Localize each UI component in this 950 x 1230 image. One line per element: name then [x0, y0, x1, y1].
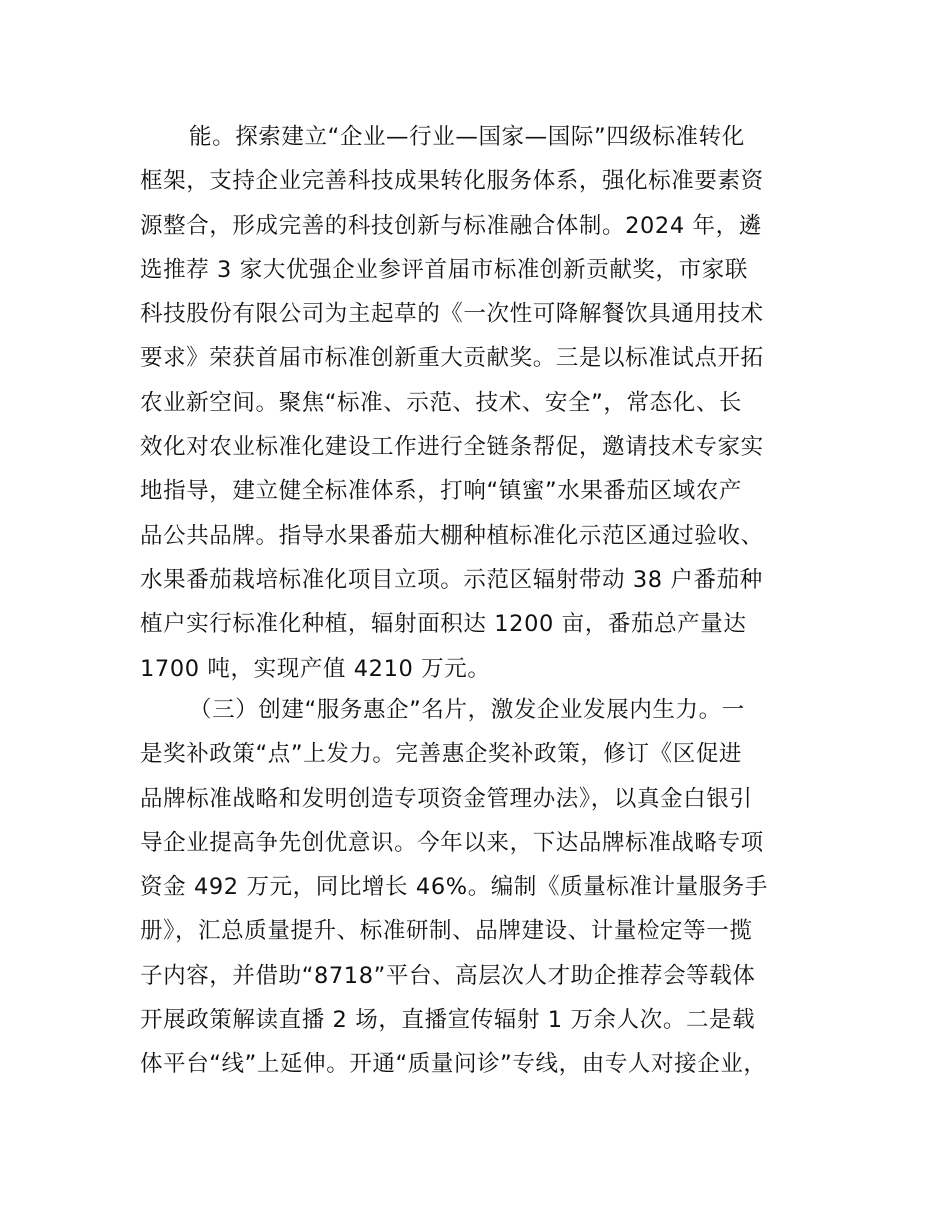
text-line: 开展政策解读直播 2 场，直播宣传辐射 1 万余人次。二是载: [140, 1007, 756, 1034]
text-line: 品牌标准战略和发明创造专项资金管理办法》，以真金白银引: [140, 785, 753, 812]
paragraph-service-enterprises: [140, 688, 820, 1087]
text-line: 要求》荣获首届市标准创新重大贡献奖。三是以标准试点开拓: [140, 345, 764, 372]
text-line: 体平台“线”上延伸。开通“质量问诊”专线，由专人对接企业，: [140, 1051, 767, 1078]
text-line: 效化对农业标准化建设工作进行全链条帮促，邀请技术专家实: [140, 434, 764, 461]
text-line: （三）创建“服务惠企”名片，激发企业发展内生力。一: [189, 697, 745, 723]
text-line: 子内容，并借助“8718”平台、高层次人才助企推荐会等载体: [140, 962, 756, 989]
text-line: 地指导，建立健全标准体系，打响“镇蜜”水果番茄区域农产: [140, 478, 743, 505]
text-line: 选推荐 3 家大优强企业参评首届市标准创新贡献奖，市家联: [140, 256, 748, 283]
text-line: 植户实行标准化种植，辐射面积达 1200 亩，番茄总产量达: [140, 611, 747, 638]
text-line: 册》，汇总质量提升、标准研制、品牌建设、计量检定等一揽: [140, 918, 753, 945]
text-line: 农业新空间。聚焦“标准、示范、技术、安全”，常态化、长: [140, 389, 743, 416]
text-line: 水果番茄栽培标准化项目立项。示范区辐射带动 38 户番茄种: [140, 566, 763, 593]
text-line: 源整合，形成完善的科技创新与标准融合体制。2024 年，遴: [140, 212, 762, 239]
text-line: 科技股份有限公司为主起草的《一次性可降解餐饮具通用技术: [140, 301, 764, 328]
text-line: 框架，支持企业完善科技成果转化服务体系，强化标准要素资: [140, 168, 764, 195]
text-line: 是奖补政策“点”上发力。完善惠企奖补政策，修订《区促进: [140, 741, 743, 768]
text-line: 资金 492 万元，同比增长 46%。编制《质量标准计量服务手: [140, 874, 769, 901]
paragraph-standards-transformation: [140, 115, 820, 691]
text-line: 1700 吨，实现产值 4210 万元。: [140, 655, 491, 682]
text-line: 能。探索建立“企业—行业—国家—国际”四级标准转化: [189, 124, 745, 150]
text-line: 导企业提高争先创优意识。今年以来，下达品牌标准战略专项: [140, 829, 764, 856]
text-line: 品公共品牌。指导水果番茄大棚种植标准化示范区通过验收、: [140, 522, 764, 549]
